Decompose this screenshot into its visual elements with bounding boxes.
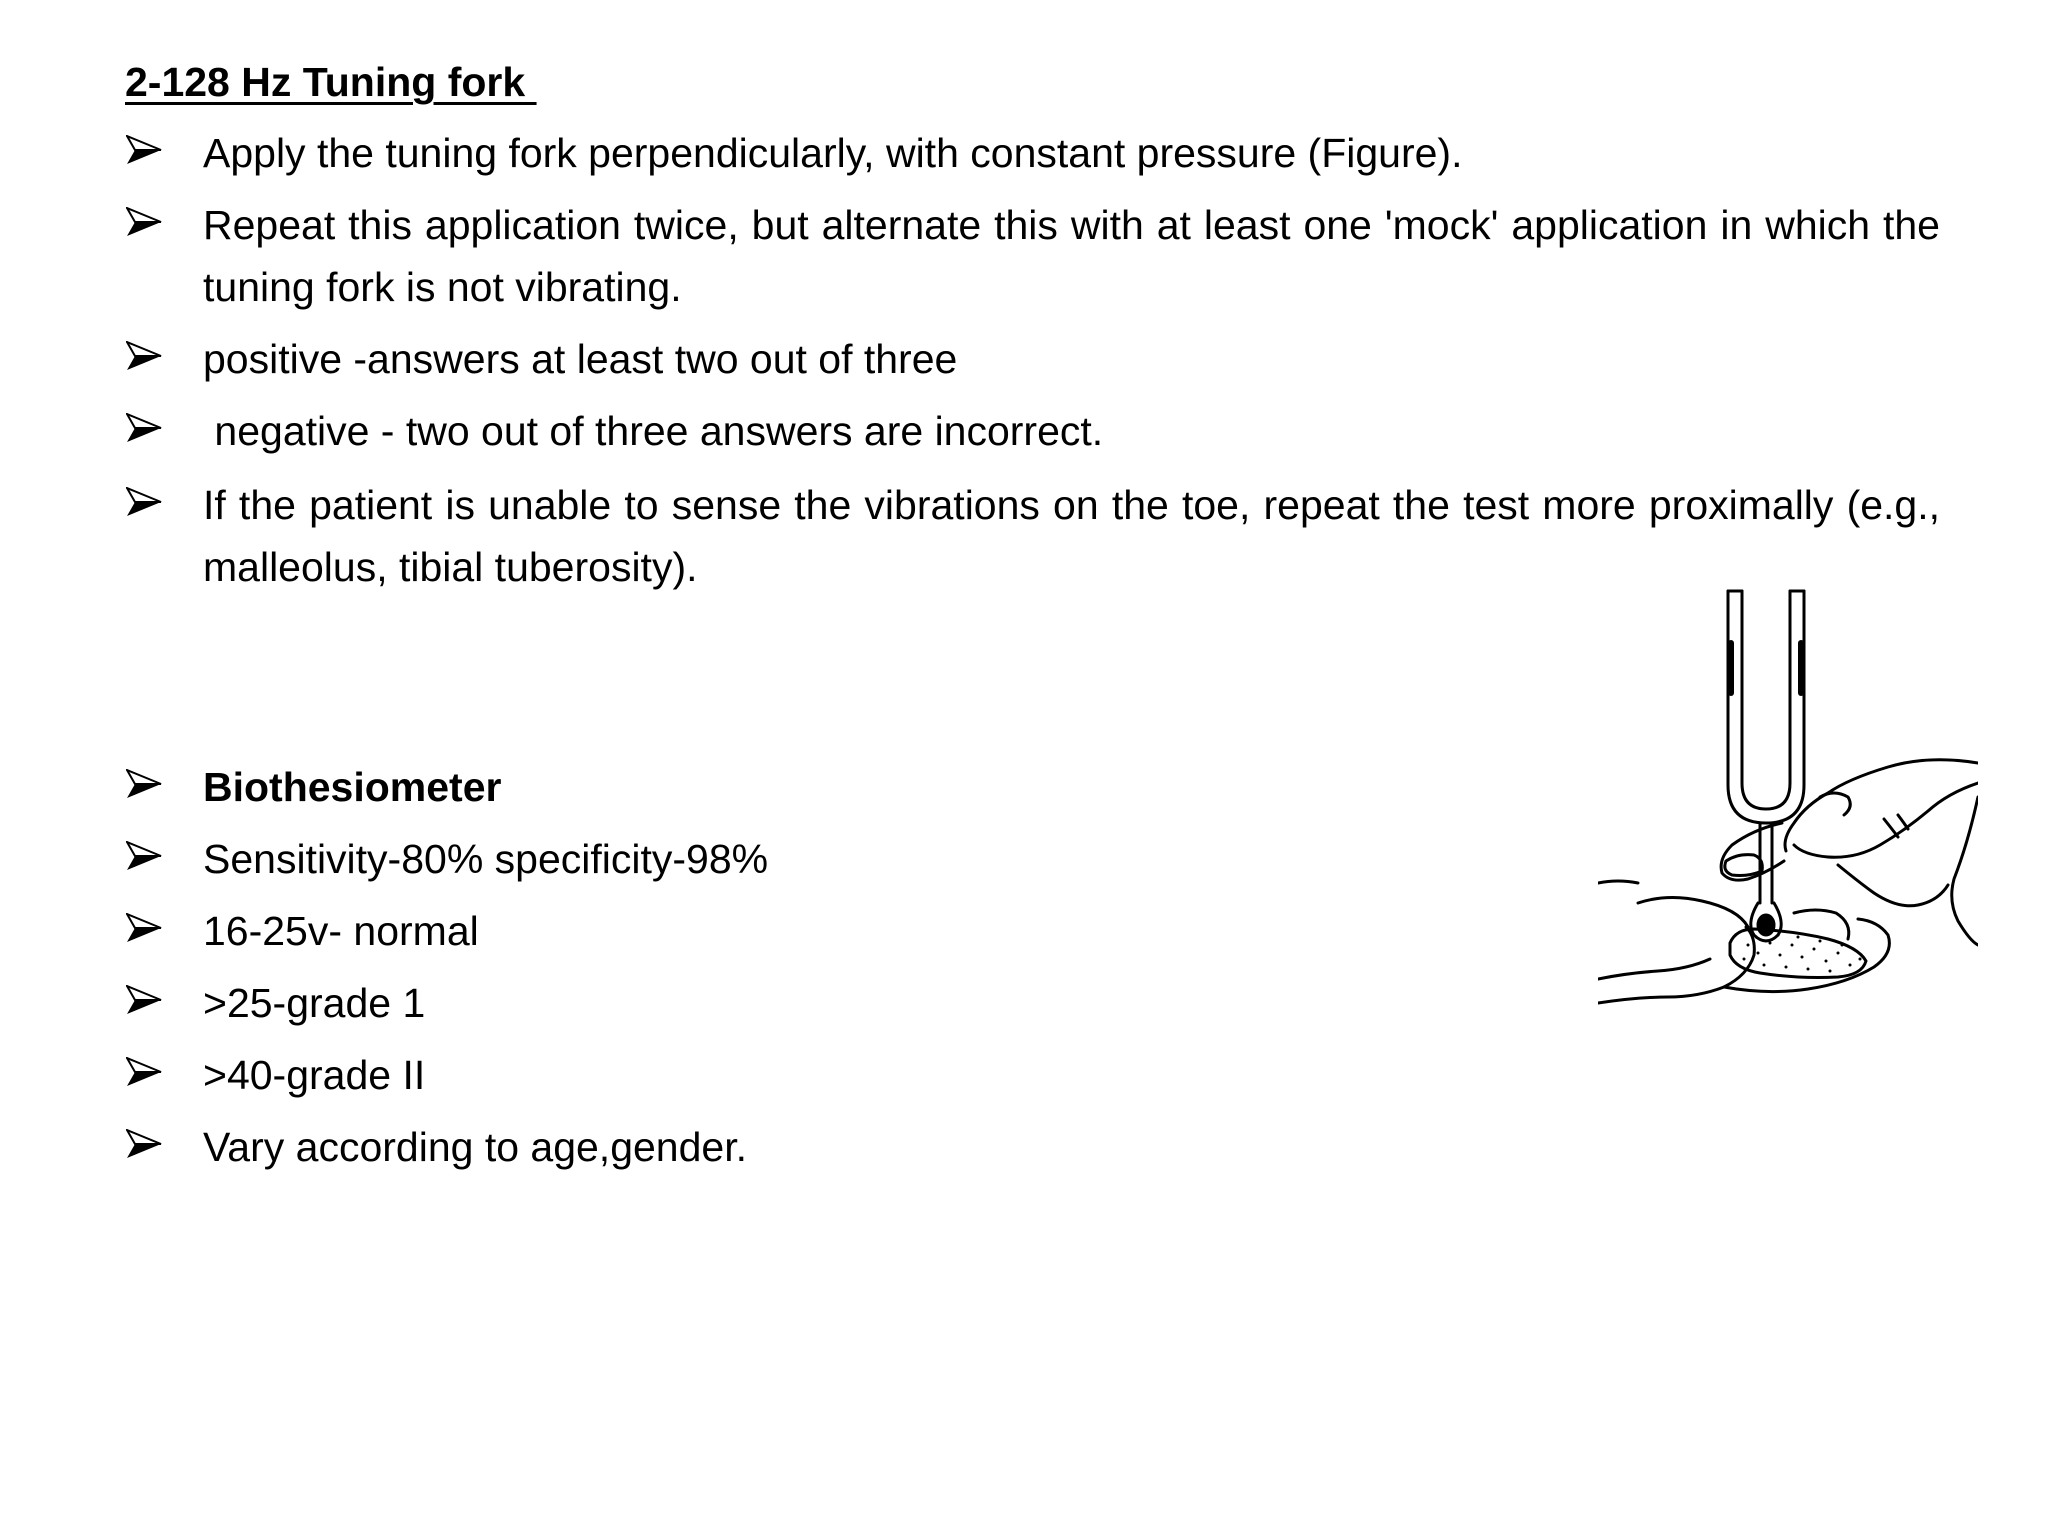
bullet-text: positive -answers at least two out of three bbox=[203, 336, 958, 382]
arrow-bullet-icon bbox=[126, 1129, 162, 1159]
arrow-bullet-icon bbox=[126, 841, 162, 871]
bullet-text: If the patient is unable to sense the vibrations on the toe, repeat the test more proximally (e.g., malleolus, tibial tuberosity). bbox=[203, 482, 1952, 590]
arrow-bullet-icon bbox=[126, 207, 162, 237]
bullet-text: Sensitivity-80% specificity-98% bbox=[203, 836, 769, 882]
bullet-text: Biothesiometer bbox=[203, 764, 502, 810]
bullet-text: negative - two out of three answers are incorrect. bbox=[203, 408, 1104, 454]
arrow-bullet-icon bbox=[126, 341, 162, 371]
bullet-text: Vary according to age,gender. bbox=[203, 1124, 747, 1170]
arrow-bullet-icon bbox=[126, 985, 162, 1015]
arrow-bullet-icon bbox=[126, 135, 162, 165]
bullet-text: >25-grade 1 bbox=[203, 980, 426, 1026]
arrow-bullet-icon bbox=[126, 413, 162, 443]
tuning-fork-on-toe-illustration bbox=[1598, 583, 1978, 1035]
slide-heading: 2-128 Hz Tuning fork bbox=[125, 59, 537, 105]
arrow-bullet-icon bbox=[126, 913, 162, 943]
arrow-bullet-icon bbox=[126, 1057, 162, 1087]
bullet-text: >40-grade II bbox=[203, 1052, 426, 1098]
bullet-text: Apply the tuning fork perpendicularly, with constant pressure (Figure). bbox=[203, 130, 1463, 176]
arrow-bullet-icon bbox=[126, 769, 162, 799]
arrow-bullet-icon bbox=[126, 487, 162, 517]
bullet-text: Repeat this application twice, but alternate this with at least one 'mock' application in which the tuning fork is not vibrating. bbox=[203, 202, 1952, 310]
bullet-text: 16-25v- normal bbox=[203, 908, 479, 954]
